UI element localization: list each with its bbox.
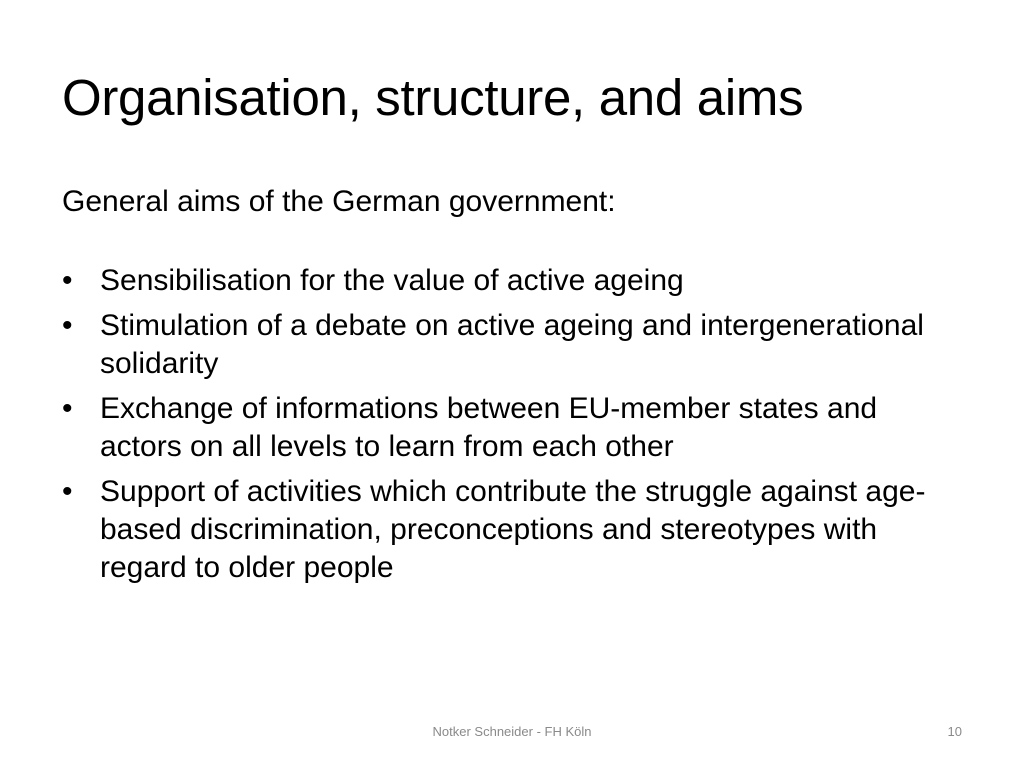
slide-body bbox=[62, 182, 962, 594]
footer-author: Notker Schneider - FH Köln bbox=[432, 724, 592, 739]
bullet-icon: • bbox=[62, 475, 73, 508]
bullet-item bbox=[62, 473, 930, 587]
bullet-text: Stimulation of a debate on active ageing and intergenerational solidarity bbox=[100, 309, 924, 380]
slide-title: Organisation, structure, and aims bbox=[62, 69, 804, 126]
bullet-item bbox=[62, 262, 930, 300]
bullet-list bbox=[62, 262, 962, 587]
bullet-item bbox=[62, 390, 930, 466]
bullet-item bbox=[62, 307, 930, 383]
bullet-text: Sensibilisation for the value of active ageing bbox=[100, 264, 684, 297]
page-number: 10 bbox=[947, 724, 962, 739]
intro-text: General aims of the German government: bbox=[62, 185, 616, 218]
bullet-icon: • bbox=[62, 264, 73, 297]
bullet-icon: • bbox=[62, 309, 73, 342]
bullet-text: Support of activities which contribute the struggle against age-based discrimination, preconceptions and stereotypes with regard to older people bbox=[100, 475, 926, 584]
bullet-text: Exchange of informations between EU-member states and actors on all levels to learn from each other bbox=[100, 392, 878, 463]
bullet-icon: • bbox=[62, 392, 73, 425]
